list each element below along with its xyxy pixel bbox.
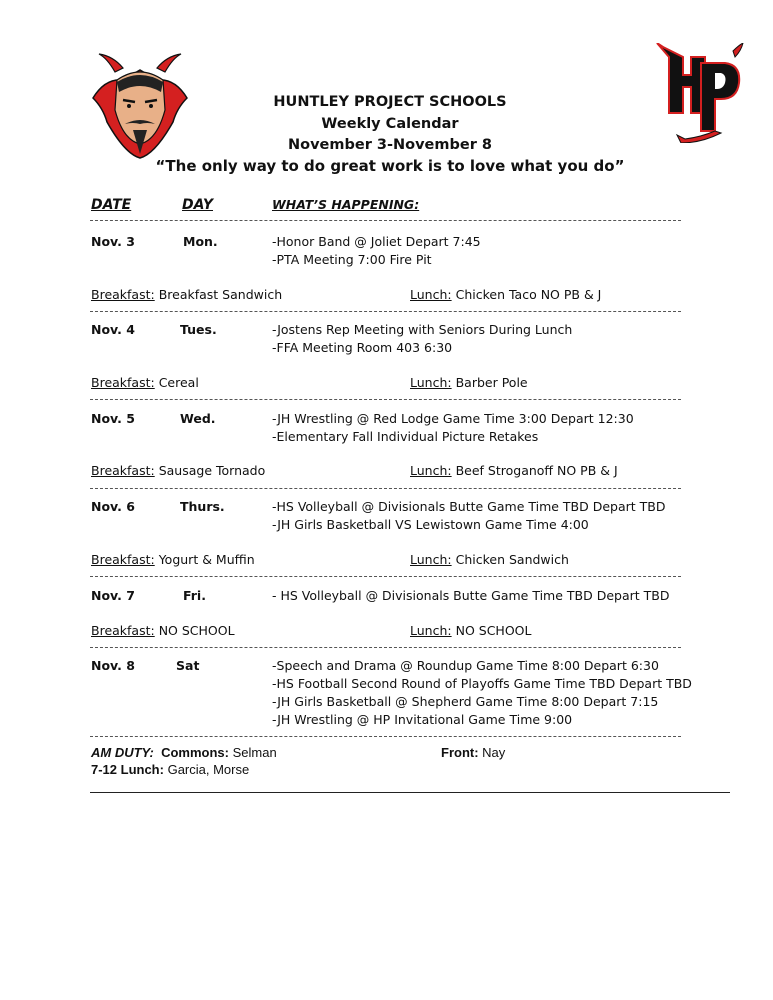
lunch-line [410, 552, 569, 567]
day-name: Fri. [183, 588, 206, 603]
day-date: Nov. 5 [91, 411, 135, 426]
divider [90, 399, 681, 400]
calendar-title: Weekly Calendar [321, 116, 459, 132]
divider [90, 311, 681, 312]
breakfast-value: Cereal [158, 375, 199, 390]
event-item: -PTA Meeting 7:00 Fire Pit [272, 252, 432, 267]
breakfast-value: NO SCHOOL [158, 623, 235, 638]
day-date: Nov. 6 [91, 499, 135, 514]
lunch-label: Lunch: [410, 287, 452, 302]
event-item: -JH Wrestling @ Red Lodge Game Time 3:00 Depart 12:30 [272, 411, 634, 426]
lunch-duty-line [91, 762, 249, 777]
lunch-line [410, 287, 601, 302]
column-header-date: DATE [91, 197, 132, 213]
hp-logo [655, 43, 745, 143]
lunch-label: Lunch: [410, 552, 452, 567]
am-duty-label: AM DUTY: [91, 745, 154, 760]
breakfast-line [91, 623, 235, 638]
front-value: Nay [482, 745, 506, 760]
lunch-value: Beef Stroganoff NO PB & J [455, 463, 618, 478]
breakfast-value: Yogurt & Muffin [158, 552, 255, 567]
lunch-value: Barber Pole [455, 375, 528, 390]
event-item: -JH Girls Basketball VS Lewistown Game Time 4:00 [272, 517, 589, 532]
lunch-duty-value: Garcia, Morse [167, 762, 250, 777]
quote: “The only way to do great work is to love what you do” [155, 157, 625, 175]
event-item: - HS Volleyball @ Divisionals Butte Game Time TBD Depart TBD [272, 588, 670, 603]
lunch-value: NO SCHOOL [455, 623, 532, 638]
day-date: Nov. 8 [91, 658, 135, 673]
lunch-duty-label: 7-12 Lunch: [91, 762, 164, 777]
day-name: Wed. [180, 411, 216, 426]
breakfast-label: Breakfast: [91, 623, 155, 638]
day-date: Nov. 3 [91, 234, 135, 249]
event-item: -HS Football Second Round of Playoffs Game Time TBD Depart TBD [272, 676, 692, 691]
breakfast-label: Breakfast: [91, 375, 155, 390]
lunch-line [410, 463, 618, 478]
breakfast-line [91, 552, 255, 567]
school-name: HUNTLEY PROJECT SCHOOLS [273, 94, 507, 110]
date-range: November 3-November 8 [287, 137, 492, 153]
day-date: Nov. 7 [91, 588, 135, 603]
breakfast-label: Breakfast: [91, 287, 155, 302]
column-header-events: WHAT’S HAPPENING: [272, 197, 420, 212]
breakfast-line [91, 375, 199, 390]
lunch-label: Lunch: [410, 623, 452, 638]
event-item: -FFA Meeting Room 403 6:30 [272, 340, 453, 355]
event-item: -JH Wrestling @ HP Invitational Game Time 9:00 [272, 712, 573, 727]
divider [90, 736, 681, 737]
day-name: Tues. [180, 322, 217, 337]
lunch-line [410, 375, 528, 390]
day-name: Thurs. [180, 499, 225, 514]
divider [90, 576, 681, 577]
divider [90, 488, 681, 489]
event-item: -Jostens Rep Meeting with Seniors During Lunch [272, 322, 573, 337]
event-item: -Speech and Drama @ Roundup Game Time 8:00 Depart 6:30 [272, 658, 659, 673]
lunch-label: Lunch: [410, 375, 452, 390]
breakfast-value: Sausage Tornado [158, 463, 266, 478]
divider [90, 220, 681, 221]
divider [90, 647, 681, 648]
breakfast-line [91, 463, 265, 478]
column-header-day: DAY [182, 197, 213, 213]
lunch-label: Lunch: [410, 463, 452, 478]
event-item: -Elementary Fall Individual Picture Retakes [272, 429, 539, 444]
day-name: Mon. [183, 234, 218, 249]
breakfast-label: Breakfast: [91, 463, 155, 478]
front-label: Front: [441, 745, 479, 760]
bottom-rule [90, 792, 730, 793]
event-item: -HS Volleyball @ Divisionals Butte Game Time TBD Depart TBD [272, 499, 666, 514]
lunch-line [410, 623, 531, 638]
lunch-value: Chicken Taco NO PB & J [455, 287, 602, 302]
commons-label: Commons: [161, 745, 229, 760]
breakfast-line [91, 287, 282, 302]
breakfast-value: Breakfast Sandwich [158, 287, 283, 302]
commons-value: Selman [232, 745, 277, 760]
day-name: Sat [176, 658, 200, 673]
event-item: -JH Girls Basketball @ Shepherd Game Time 8:00 Depart 7:15 [272, 694, 659, 709]
breakfast-label: Breakfast: [91, 552, 155, 567]
lunch-value: Chicken Sandwich [455, 552, 569, 567]
event-item: -Honor Band @ Joliet Depart 7:45 [272, 234, 481, 249]
am-duty-line [91, 745, 277, 760]
front-duty-line [441, 745, 505, 760]
day-date: Nov. 4 [91, 322, 135, 337]
